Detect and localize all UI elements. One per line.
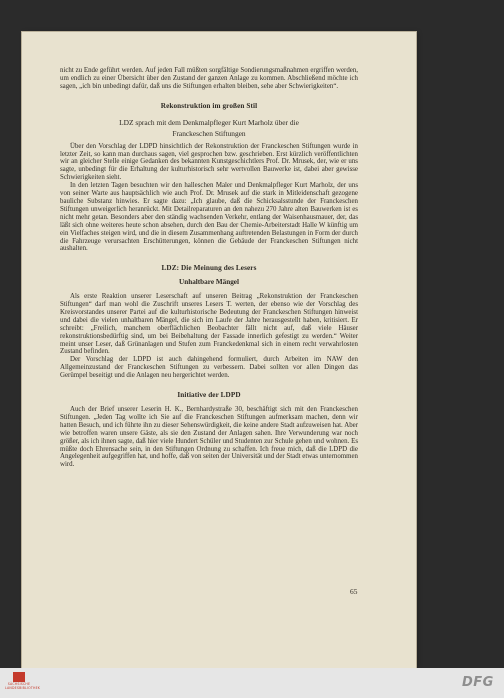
section-heading-initiative: Initiative der LDPD	[177, 391, 241, 400]
paragraph: Auch der Brief unserer Leserin H. K., Bernhardystraße 30, beschäftigt sich mit den Franckeschen Stiftungen. „Jeden Tag wollte ich Sie auf die Franckeschen Stiftungen aufmerksam machen, denn wir hatten Besuch, und ich führte ihn zu dieser Sehenswürdigkeit, die keine andere Stadt aufzuweisen hat. Aber wie betroffen waren unsere Gäste, als sie den Zustand der Anlagen sahen. Ihre Verwunderung war noch größer, als ich ihnen sagte, daß hier viele Hundert Schüler und Studenten zur Schule gehen und wohnen. Es müßte doch Ehrensache sein, in den Stiftungen Ordnung zu schaffen. Ich freue mich, daß die LDPD die Angelegenheit aufgegriffen hat, und hoffe, daß von seiten der Universität und der Stadt etwas unternommen wird.	[60, 406, 358, 469]
dfg-logo[interactable]: DFG	[462, 675, 494, 690]
section-heading-meinung: LDZ: Die Meinung des Lesers	[161, 264, 257, 273]
section-subheading	[60, 117, 358, 139]
page-number: 65	[350, 587, 358, 596]
paragraph: Als erste Reaktion unserer Leserschaft auf unseren Beitrag „Rekonstruktion der Franckeschen Stiftungen“ darf man wohl die Zuschrift unseres Lesers T. werten, der ebenso wie der Vorschlag des Kreisvorstandes unserer Partei auf die kulturhistorische Bedeutung der Franckeschen Stiftungen hinweist und dabei die vielen unhaltbaren Mängel, die sich im Laufe der Jahre herausgestellt haben, kritisiert. Er schreibt: „Freilich, manchem oberflächlichen Beobachter fällt nicht auf, daß viele Häuser rekonstruktionsbedürftig sind, um bei Beibehaltung der Fassade innerlich gefestigt zu werden.“ Weiter meint unser Leser, daß Grünanlagen und Stufen zum Franckedenkmal sich in einem recht verwahrlosten Zustand befinden.	[60, 293, 358, 356]
slub-logo-line: SÄCHSISCHE	[7, 682, 31, 686]
slub-logo-mark	[13, 672, 25, 682]
section-heading-rekonstruktion: Rekonstruktion im großen Stil	[160, 101, 258, 110]
viewer-footer-bar	[0, 668, 504, 698]
subheading-line-2: Franckeschen Stiftungen	[172, 128, 246, 138]
section-subtitle-maengel: Unhaltbare Mängel	[179, 278, 239, 287]
subheading-line-1: LDZ sprach mit dem Denkmalpfleger Kurt Marholz über die	[119, 117, 299, 127]
slub-logo-line: LANDESBIBLIOTHEK	[5, 686, 41, 690]
article-text	[60, 67, 358, 469]
intro-paragraph: nicht zu Ende geführt werden. Auf jeden Fall müßten sorgfältige Sondierungsmaßnahmen ergriffen werden, um endlich zu einer Übersicht über den Zustand der ganzen Anlage zu kommen. Abschließend möchte ich sagen, „ich bin unbedingt dafür, daß uns die Stiftungen erhalten bleiben, sehe aber Schwierigkeiten“.	[60, 67, 358, 90]
slub-logo[interactable]	[5, 672, 41, 696]
paragraph: Der Vorschlag der LDPD ist auch dahingehend formuliert, durch Arbeiten im NAW den Allgemeinzustand der Franckeschen Stiftungen zu verbessern. Dabei sollten vor allen Dingen das Gerümpel beseitigt und die Anlagen neu hergerichtet werden.	[60, 356, 358, 380]
paragraph: In den letzten Tagen besuchten wir den halleschen Maler und Denkmalpfleger Kurt Marholz, der uns von seiner Warte aus hauptsächlich wie auch Prof. Dr. Mrusek auf die stark in Mitleidenschaft gezogene bauliche Substanz hinwies. Er sagte dazu: „Ich glaube, daß die Schicksalsstunde der Franckeschen Stiftungen unweigerlich heranrückt. Mit Detailreparaturen an den nahezu 270 Jahre alten Bauwerken ist es nicht mehr getan. Besonders aber den ständig wachsenden Verkehr, entlang der Waisenhausmauer, der, das läßt sich ohne weiteres heute schon absehen, durch den Bau der Chemie-Arbeiterstadt Halle W künftig um ein Vielfaches steigen wird, und die in diesem Zusammenhang auftretenden Belastungen in Form der durch die Fahrzeuge verursachten Erschütterungen, können die Gebäude der Franckeschen Stiftungen nicht aushalten.	[60, 182, 358, 253]
paragraph: Über den Vorschlag der LDPD hinsichtlich der Rekonstruktion der Franckeschen Stiftungen wurde in letzter Zeit, so kann man durchaus sagen, viel gesprochen bzw. geschrieben. Erst kürzlich veröffentlichten wir an gleicher Stelle einige Gedanken des bekannten Kunstgeschichtlers Prof. Dr. Mrusek, der, wie er uns sagte, unbedingt für die Erhaltung der kulturhistorisch sehr wertvollen Bauwerke ist, dabei aber gewisse Schwierigkeiten sieht.	[60, 142, 358, 182]
